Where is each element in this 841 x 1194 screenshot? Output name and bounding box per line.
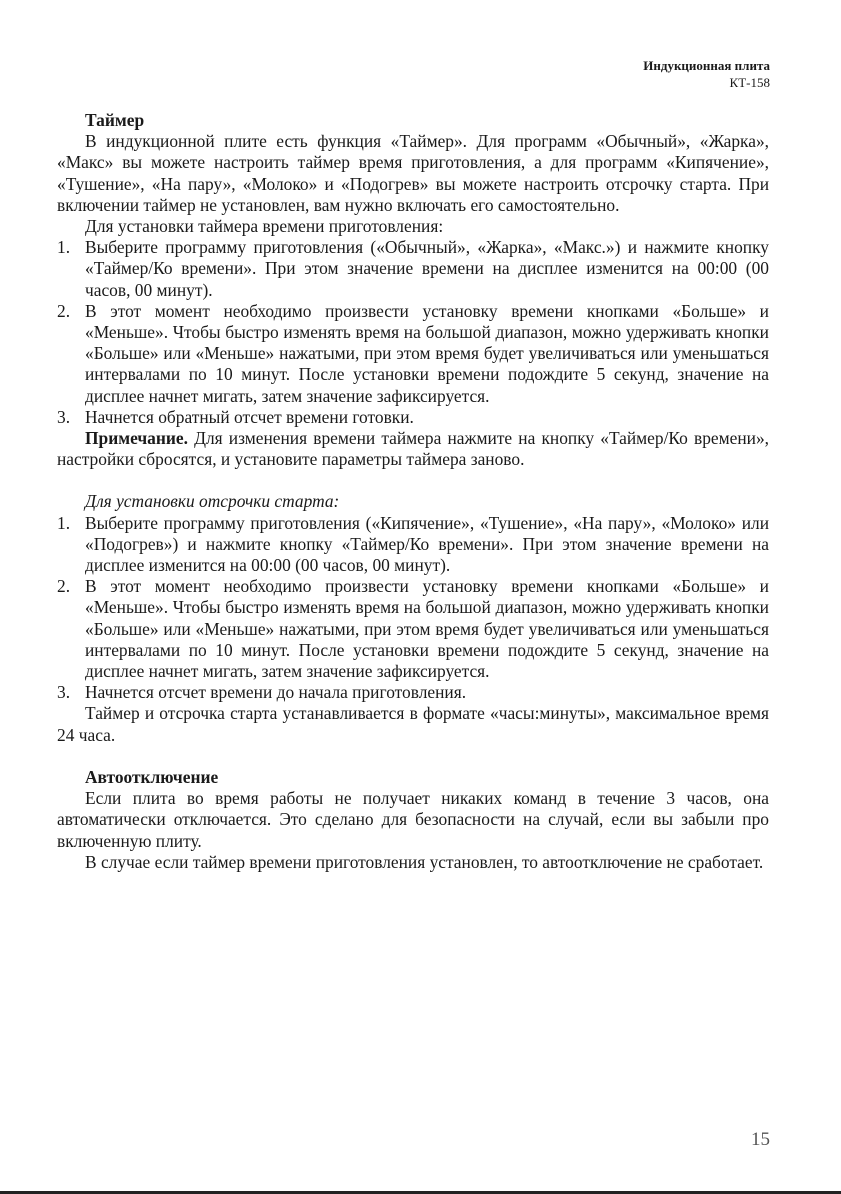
page-number: 15 <box>751 1129 770 1150</box>
list-text: В этот момент необходимо произвести установку времени кнопками «Больше» и «Меньше». Чтобы быстро изменять время на большой диапазон, можно удерживать кнопки «Больше» или «Меньше» нажатыми, при этом время будет увеличиваться или уменьшаться интервалами по 10 минут. После установки времени подождите 5 секунд, значение на дисплее начнет мигать, затем значение зафиксируется. <box>85 576 769 682</box>
list-item <box>57 513 769 577</box>
list-text: Выберите программу приготовления («Кипячение», «Тушение», «На пару», «Молоко» или «Подогрев») и нажмите кнопку «Таймер/Ко времени». При этом значение времени на дисплее изменится на 00:00 (00 часов, 00 минут). <box>85 512 769 576</box>
section-heading-timer: Таймер <box>85 110 145 130</box>
list-text: Начнется обратный отсчет времени готовки. <box>85 406 414 427</box>
list-text: Выберите программу приготовления («Обычный», «Жарка», «Макс.») и нажмите кнопку «Таймер/Ко времени». При этом значение времени на дисплее изменится на 00:00 (00 часов, 00 минут). <box>85 237 769 300</box>
auto-off-paragraph-2: В случае если таймер времени приготовления установлен, то автоотключение не сработает. <box>85 851 764 872</box>
list-item <box>57 682 769 703</box>
note-label: Примечание. <box>85 428 188 449</box>
delay-start-intro: Для установки отсрочки старта: <box>85 491 340 512</box>
note-text: Для изменения времени таймера нажмите на кнопку «Таймер/Ко времени», настройки сбросятся, и установите параметры таймера заново. <box>57 428 769 470</box>
auto-off-paragraph-1: Если плита во время работы не получает никаких команд в течение 3 часов, она автоматически отключается. Это сделано для безопасности на случай, если вы забыли про включенную плиту. <box>57 788 769 851</box>
list-number: 2. <box>57 300 71 321</box>
list-text: Начнется отсчет времени до начала приготовления. <box>85 682 467 703</box>
timer-format-paragraph: Таймер и отсрочка старта устанавливается в формате «часы:минуты», максимальное время 24 часа. <box>57 703 769 745</box>
header-title: Индукционная плита <box>643 58 770 73</box>
list-item <box>57 576 769 682</box>
list-text: В этот момент необходимо произвести установку времени кнопками «Больше» и «Меньше». Чтобы быстро изменять время на большой диапазон, можно удерживать кнопки «Больше» или «Меньше» нажатыми, при этом время будет увеличиваться или уменьшаться интервалами по 10 минут. После установки времени подождите 5 секунд, значение на дисплее начнет мигать, затем значение зафиксируется. <box>85 300 769 406</box>
page-content <box>57 110 769 873</box>
list-item <box>57 407 769 428</box>
list-number: 3. <box>57 682 71 703</box>
list-number: 2. <box>57 576 71 597</box>
section-heading-auto-off: Автоотключение <box>85 766 219 787</box>
list-number: 1. <box>57 237 71 258</box>
cook-timer-intro: Для установки таймера времени приготовления: <box>85 216 444 237</box>
timer-intro: В индукционной плите есть функция «Таймер». Для программ «Обычный», «Жарка», «Макс» вы можете настроить таймер время приготовления, а для программ «Кипячение», «Тушение», «На пару», «Молоко» и «Подогрев» вы можете настроить отсрочку старта. При включении таймер не установлен, вам нужно включать его самостоятельно. <box>57 131 769 215</box>
page-header <box>643 57 770 91</box>
list-item <box>57 237 769 301</box>
note-paragraph <box>57 428 769 470</box>
list-item <box>57 301 769 407</box>
list-number: 3. <box>57 406 71 427</box>
list-number: 1. <box>57 512 71 533</box>
header-model: КТ-158 <box>729 75 770 90</box>
